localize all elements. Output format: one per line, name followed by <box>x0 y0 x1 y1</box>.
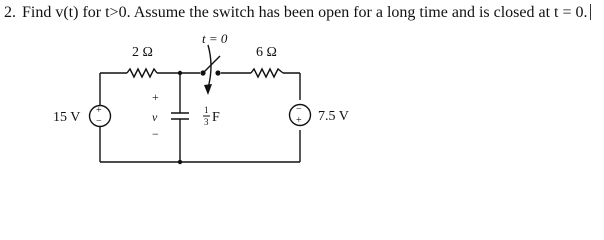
resistor-2-ohm <box>127 69 157 77</box>
capacitor-node-top <box>178 71 182 75</box>
capacitor-node-bottom <box>178 160 182 164</box>
source-15v-minus: − <box>96 116 102 127</box>
capacitor-unit-label: F <box>212 110 220 125</box>
problem-number: 2. <box>4 4 16 21</box>
resistor-6-ohm <box>251 69 283 77</box>
problem-text: Find v(t) for t>0. Assume the switch has been open for a long time and is closed at t = 0. <box>22 4 588 21</box>
capacitor-fraction-numerator: 1 <box>204 105 209 115</box>
resistor-6-ohm-label: 6 Ω <box>256 45 277 60</box>
capacitor-voltage-minus: − <box>152 127 159 141</box>
source-7-5v-minus: − <box>296 104 302 115</box>
capacitor-fraction-denominator: 3 <box>204 117 209 127</box>
source-15v-plus: + <box>96 105 102 116</box>
switch-right-terminal <box>215 70 220 75</box>
source-15v-label: 15 V <box>53 110 81 125</box>
switch-time-label: t = 0 <box>202 31 228 46</box>
capacitor-voltage-label: v <box>152 110 158 124</box>
capacitor-voltage-plus: + <box>152 90 159 104</box>
source-7-5v-plus: + <box>296 115 302 126</box>
switch-arrow-head <box>204 84 212 95</box>
source-7-5v-label: 7.5 V <box>318 109 349 124</box>
resistor-2-ohm-label: 2 Ω <box>132 45 153 60</box>
